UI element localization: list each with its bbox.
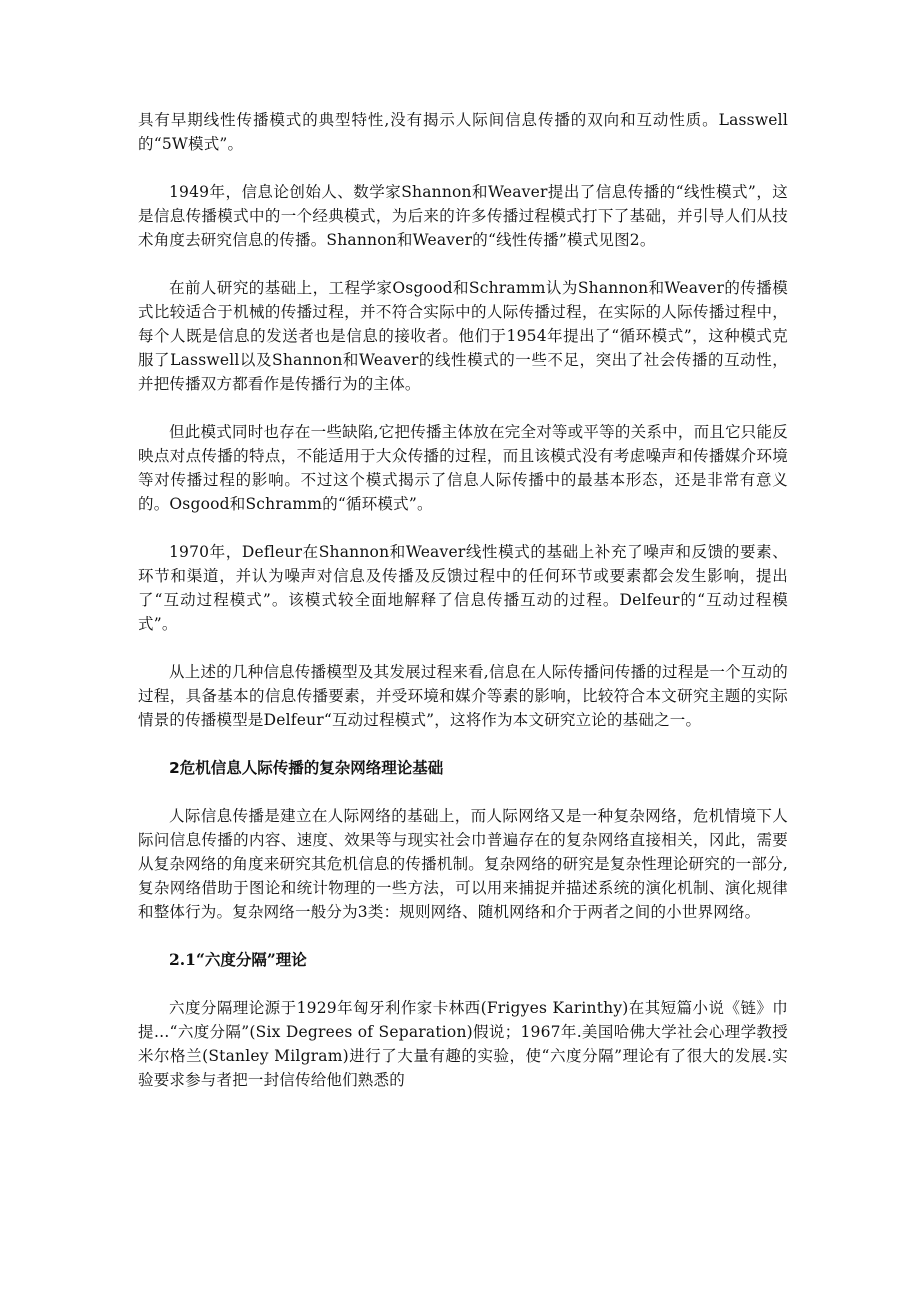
section-heading: 2危机信息人际传播的复杂网络理论基础 [169,759,444,777]
paragraph-osgood-schramm: 在前人研究的基础上，工程学家Osgood和Schramm认为Shannon和Weaver的传播模式比较适合于机械的传播过程，并不符合实际中的人际传播过程，在实际的人际传播过程中，每个人既是信息的发送者也是信息的接收者。他们于1954年提出了“循环模式”，这种模式克服了Lasswell以及Shannon和Weaver的线性模式的一些不足，突出了社会传播的互动性，并把传播双方都看作是传播行为的主体。 [138,279,788,393]
paragraph-shannon-weaver: 1949年，信息论创始人、数学家Shannon和Weaver提出了信息传播的“线性模式”，这是信息传播模式中的一个经典模式，为后来的许多传播过程模式打下了基础，并引导人们从技术角度去研究信息的传播。Shannon和Weaver的“线性传播”模式见图2。 [138,183,788,249]
paragraph-lasswell: 具有早期线性传播模式的典型特性,没有揭示人际间信息传播的双向和互动性质。Lasswell的“5W模式”。 [138,111,788,153]
paragraph-circular-model-limits: 但此模式同时也存在一些缺陷,它把传播主体放在完全对等或平等的关系中，而且它只能反映点对点传播的特点，不能适用于大众传播的过程，而且该模式没有考虑噪声和传播媒介环境等对传播过程的影响。不过这个模式揭示了信息人际传播中的最基本形态，还是非常有意义的。Osgood和Schramm的“循环模式”。 [138,423,788,513]
paragraph-complex-network: 人际信息传播是建立在人际网络的基础上，而人际网络又是一种复杂网络，危机情境下人际问信息传播的内容、速度、效果等与现实社会巾普遍存在的复杂网络直接相关，冈此，需要从复杂网络的角度来研究其危机信息的传播机制。复杂网络的研究是复杂性理论研究的一部分,复杂网络借助于图论和统计物理的一些方法，可以用来捕捉并描述系统的演化机制、演化规律和整体行为。复杂网络一般分为3类：规则网络、随机网络和介于两者之间的小世界网络。 [138,807,788,921]
paragraph-six-degrees: 六度分隔理论源于1929年匈牙利作家卡林西(Frigyes Karinthy)在其短篇小说《链》巾提…“六度分隔”(Six Degrees of Separation)假说；1967年.美国哈佛大学社会心理学教授米尔格兰(Stanley Milgram)进行了大量有趣的实验，使“六度分隔”理论有了很大的发展.实验要求参与者把一封信传给他们熟悉的 [138,999,788,1089]
paragraph-defleur: 1970年，Defleur在Shannon和Weaver线性模式的基础上补充了噪声和反馈的要素、环节和渠道，并认为噪声对信息及传播及反馈过程中的任何环节或要素都会发生影响，提出了“互动过程模式”。该模式较全面地解释了信息传播互动的过程。Delfeur的“互动过程模式”。 [138,543,788,633]
paragraph-summary: 从上述的几种信息传播模型及其发展过程来看,信息在人际传播问传播的过程是一个互动的过程，具备基本的信息传播要素，并受环境和媒介等素的影响，比较符合本文研究主题的实际情景的传播模型是Delfeur“互动过程模式”，这将作为本文研究立论的基础之一。 [138,663,788,729]
document-page [138,108,788,1116]
subsection-heading: 2.1“六度分隔”理论 [169,950,307,969]
